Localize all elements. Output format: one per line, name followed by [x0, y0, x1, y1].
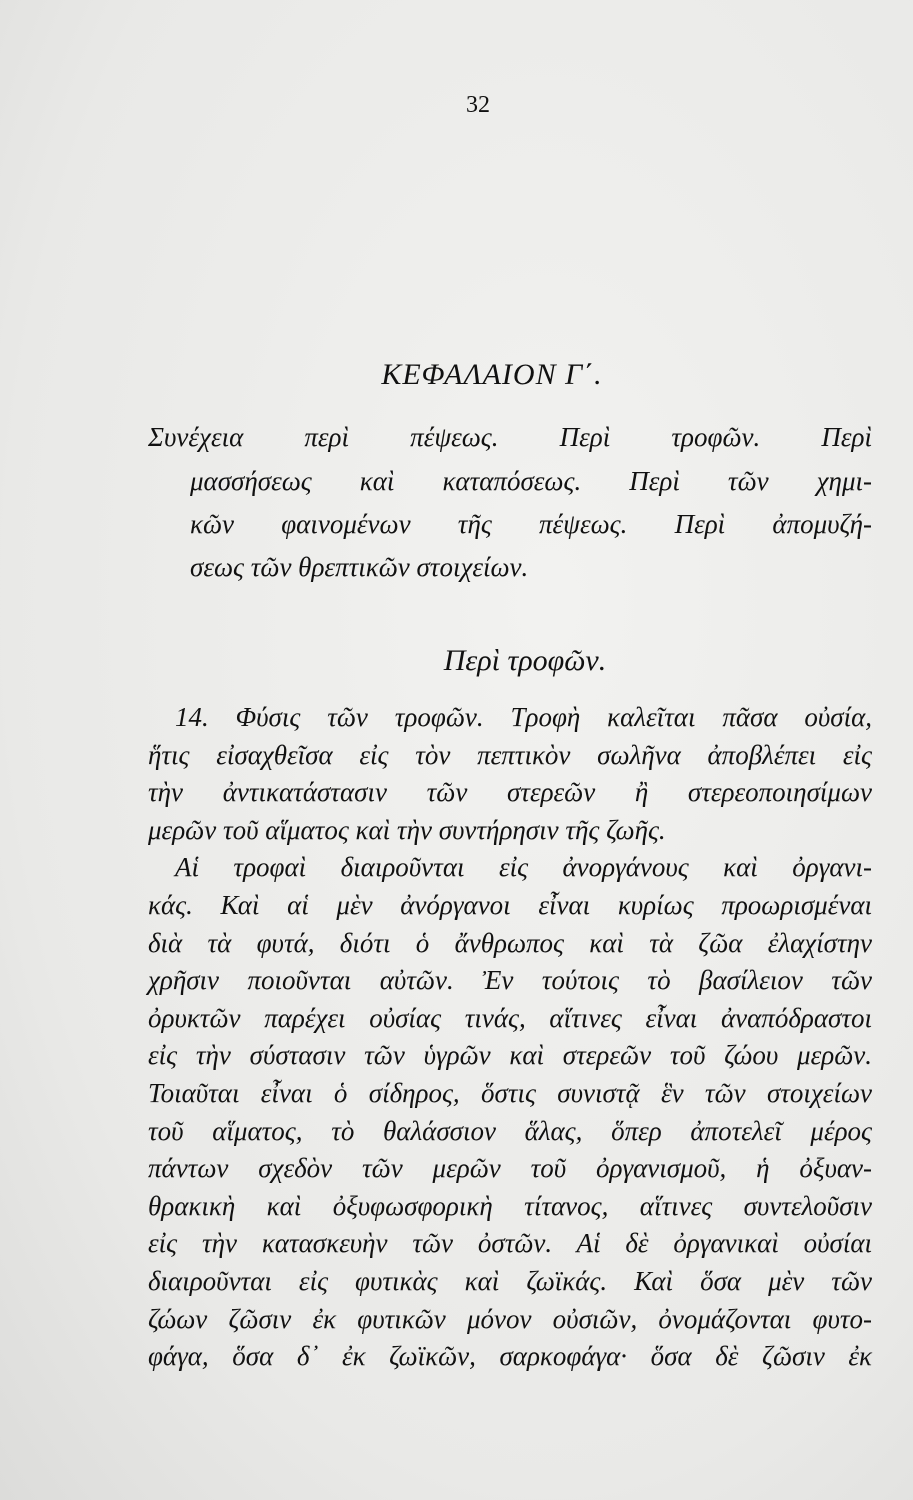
body-line: 14. Φύσις τῶν τροφῶν. Τροφὴ καλεῖται πᾶσα οὐσία,: [175, 702, 872, 732]
section-title: Περὶ τροφῶν.: [443, 644, 607, 677]
body-line: τὴν ἀντικατάστασιν τῶν στερεῶν ἢ στερεοποιησίμων: [148, 777, 872, 808]
summary-line: κῶν φαινομένων τῆς πέψεως. Περὶ ἀπομυζή-: [190, 509, 872, 539]
summary-line: σεως τῶν θρεπτικῶν στοιχείων.: [190, 552, 529, 582]
body-line: διαιροῦνται εἰς φυτικὰς καὶ ζωϊκάς. Καὶ ὅσα μὲν τῶν: [148, 1266, 872, 1296]
body-line: θρακικὴ καὶ ὀξυφωσφορικὴ τίτανος, αἵτινες συντελοῦσιν: [148, 1190, 872, 1221]
body-line: Τοιαῦται εἶναι ὁ σίδηρος, ὅστις συνιστᾷ ἓν τῶν στοιχείων: [148, 1078, 872, 1108]
body-line: φάγα, ὅσα δ᾽ ἐκ ζωϊκῶν, σαρκοφάγα· ὅσα δὲ ζῶσιν ἐκ: [148, 1341, 872, 1372]
summary-line: Συνέχεια περὶ πέψεως. Περὶ τροφῶν. Περὶ: [148, 422, 872, 452]
body-line: εἰς τὴν κατασκευὴν τῶν ὀστῶν. Αἱ δὲ ὀργανικαὶ οὐσίαι: [148, 1228, 872, 1259]
page-number: 32: [466, 92, 490, 118]
body-line: ἥτις εἰσαχθεῖσα εἰς τὸν πεπτικὸν σωλῆνα ἀποβλέπει εἰς: [148, 739, 872, 770]
body-line: εἰς τὴν σύστασιν τῶν ὑγρῶν καὶ στερεῶν τοῦ ζώου μερῶν.: [148, 1040, 872, 1071]
body-line: διὰ τὰ φυτά, διότι ὁ ἄνθρωπος καὶ τὰ ζῶα ἐλαχίστην: [148, 927, 872, 958]
body-line: κάς. Καὶ αἱ μὲν ἀνόργανοι εἶναι κυρίως προωρισμέναι: [148, 890, 872, 920]
body-line: τοῦ αἵματος, τὸ θαλάσσιον ἅλας, ὅπερ ἀποτελεῖ μέρος: [148, 1115, 872, 1146]
summary-line: μασσήσεως καὶ καταπόσεως. Περὶ τῶν χημι-: [190, 466, 872, 496]
body-line: χρῆσιν ποιοῦνται αὐτῶν. Ἐν τούτοις τὸ βασίλειον τῶν: [148, 965, 872, 996]
body-line: μερῶν τοῦ αἵματος καὶ τὴν συντήρησιν τῆς ζωῆς.: [148, 814, 666, 845]
body-line: ὀρυκτῶν παρέχει οὐσίας τινάς, αἵτινες εἶναι ἀναπόδραστοι: [148, 1002, 872, 1033]
body-line: Αἱ τροφαὶ διαιροῦνται εἰς ἀνοργάνους καὶ ὀργανι-: [175, 852, 872, 883]
body-line: ζώων ζῶσιν ἐκ φυτικῶν μόνον οὐσιῶν, ὀνομάζονται φυτο-: [148, 1303, 872, 1334]
chapter-title: ΚΕΦΑΛΑΙΟΝ Γ΄.: [381, 358, 603, 391]
body-line: πάντων σχεδὸν τῶν μερῶν τοῦ ὀργανισμοῦ, ἡ ὀξυαν-: [148, 1153, 872, 1184]
